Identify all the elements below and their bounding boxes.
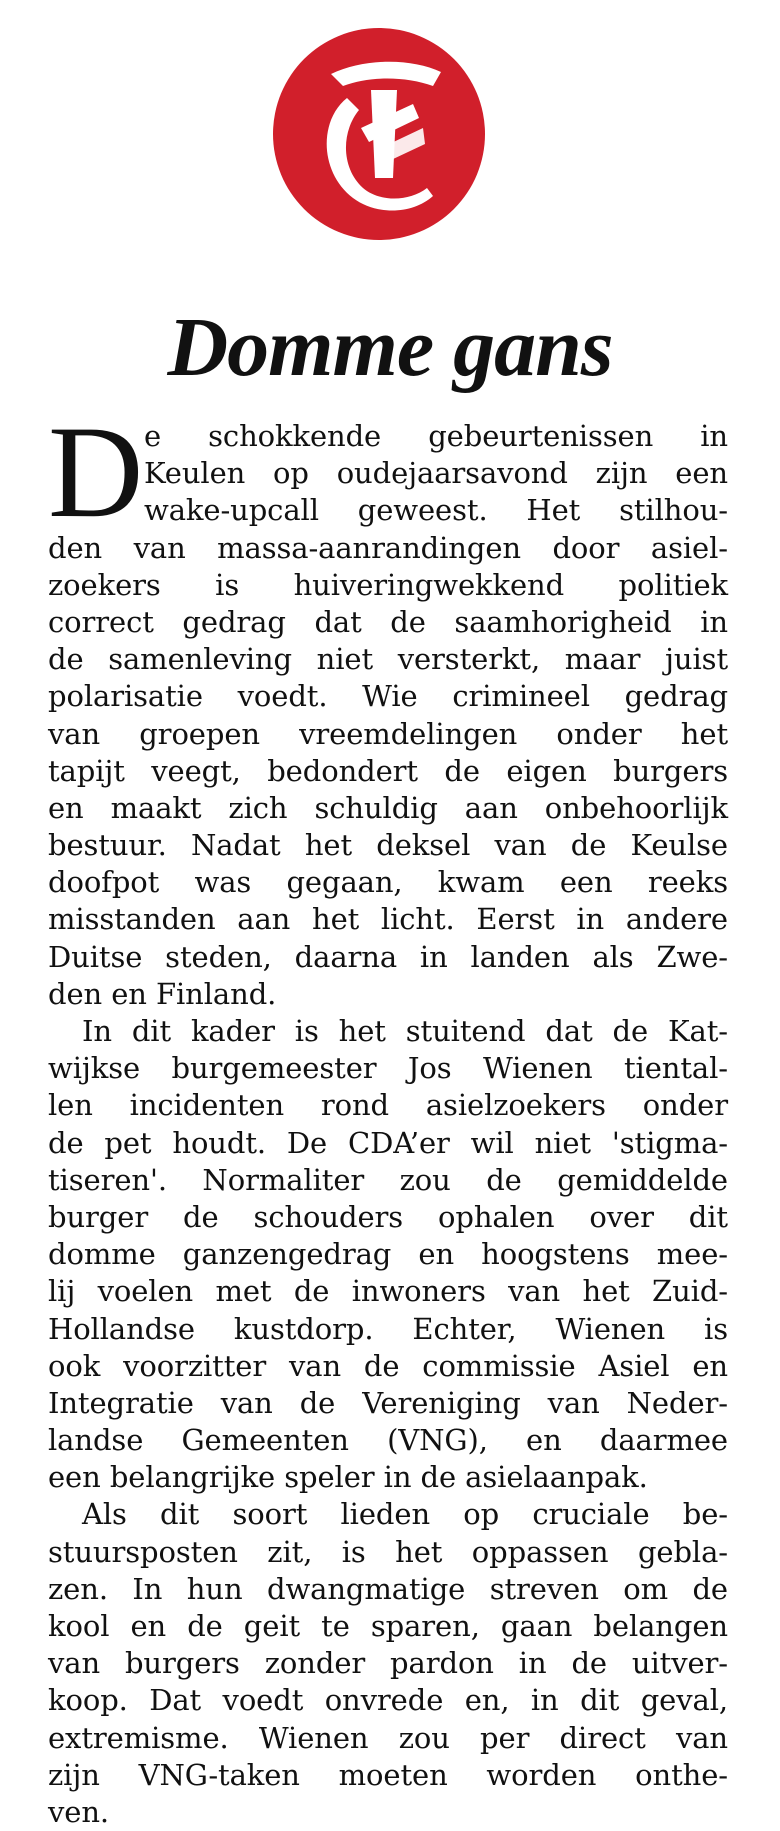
text-line: Integratie van de Vereniging van Neder- bbox=[48, 1385, 728, 1420]
text-line: correct gedrag dat de saamhorigheid in bbox=[48, 604, 728, 639]
text-line: Als dit soort lieden op cruciale be- bbox=[82, 1497, 728, 1532]
text-line: wake-upcall geweest. Het stilhou- bbox=[144, 493, 728, 528]
text-line: van burgers zonder pardon in de uitver- bbox=[48, 1646, 728, 1681]
text-line: polarisatie voedt. Wie crimineel gedrag bbox=[48, 679, 728, 714]
text-line: ook voorzitter van de commissie Asiel en bbox=[48, 1348, 728, 1383]
text-line: lij voelen met de inwoners van het Zuid- bbox=[48, 1274, 728, 1309]
text-line: In dit kader is het stuitend dat de Kat- bbox=[82, 1014, 728, 1048]
text-line: tapijt veegt, bedondert de eigen burgers bbox=[48, 753, 728, 788]
text-line: koop. Dat voedt onvrede en, in dit geval, bbox=[48, 1683, 728, 1718]
drop-cap: D bbox=[48, 398, 144, 545]
text-line: doofpot was gegaan, kwam een reeks bbox=[48, 865, 728, 900]
text-line: Keulen op oudejaarsavond zijn een bbox=[144, 456, 728, 491]
text-line: zen. In hun dwangmatige streven om de bbox=[48, 1571, 728, 1606]
text-line: len incidenten rond asielzoekers onder bbox=[48, 1088, 728, 1123]
text-line: Duitse steden, daarna in landen als Zwe- bbox=[48, 939, 728, 974]
text-line: domme ganzengedrag en hoogstens mee- bbox=[48, 1237, 728, 1272]
text-line: van groepen vreemdelingen onder het bbox=[48, 716, 728, 751]
text-line: e schokkende gebeurtenissen in bbox=[144, 419, 728, 453]
article-body bbox=[48, 398, 728, 1831]
text-line: burger de schouders ophalen over dit bbox=[48, 1199, 728, 1234]
text-line: zoekers is huiveringwekkend politiek bbox=[48, 567, 728, 602]
text-line: extremisme. Wienen zou per direct van bbox=[48, 1720, 728, 1755]
text-line: landse Gemeenten (VNG), en daarmee bbox=[48, 1423, 728, 1458]
newspaper-logo bbox=[273, 28, 485, 240]
text-line: stuursposten zit, is het oppassen gebla- bbox=[48, 1534, 728, 1569]
text-line: misstanden aan het licht. Eerst in andere bbox=[48, 902, 728, 937]
text-line: en maakt zich schuldig aan onbehoorlijk bbox=[48, 790, 728, 825]
telegraaf-t-icon bbox=[273, 28, 485, 240]
text-line: zijn VNG-taken moeten worden onthe- bbox=[48, 1757, 728, 1792]
text-line: kool en de geit te sparen, gaan belangen bbox=[48, 1609, 728, 1643]
text-line: Hollandse kustdorp. Echter, Wienen is bbox=[48, 1311, 728, 1346]
text-line: ven. bbox=[48, 1794, 110, 1829]
text-line: wijkse burgemeester Jos Wienen tiental- bbox=[48, 1051, 728, 1086]
text-line: den van massa-aanrandingen door asiel- bbox=[48, 530, 728, 565]
text-line: de pet houdt. De CDA’er wil niet 'stigma- bbox=[48, 1125, 728, 1160]
text-line: de samenleving niet versterkt, maar juist bbox=[48, 642, 728, 677]
text-line: een belangrijke speler in de asielaanpak. bbox=[48, 1460, 648, 1495]
text-line: tiseren'. Normaliter zou de gemiddelde bbox=[48, 1162, 728, 1197]
text-line: den en Finland. bbox=[48, 976, 277, 1011]
text-line: bestuur. Nadat het deksel van de Keulse bbox=[48, 828, 728, 863]
headline: Domme gans bbox=[167, 301, 613, 394]
